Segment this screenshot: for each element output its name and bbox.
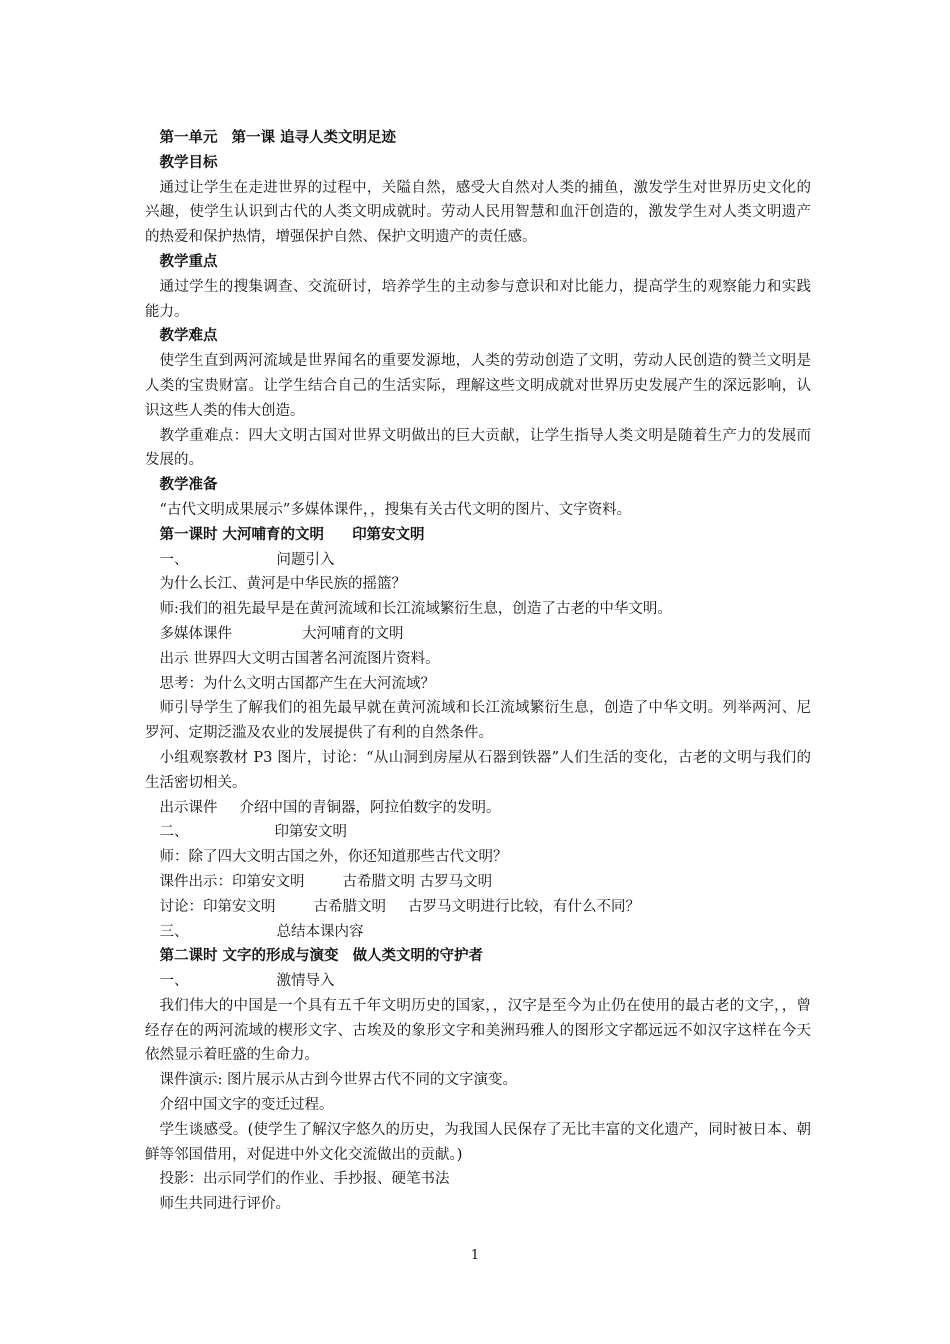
period1-section2: [145, 820, 811, 845]
feel-paragraph: 学生谈感受。(使学生了解汉字悠久的历史，为我国人民保存了无比丰富的文化遗产，同时被日本、朝鲜等邻国借用，对促进中外文化交流做出的贡献。): [145, 1121, 811, 1163]
document-body: [145, 126, 811, 1217]
discussion-a: 讨论：印第安文明: [159, 898, 276, 915]
courseware-show-b: 古希腊文明 古罗马文明: [342, 873, 493, 890]
preparation-heading: 教学准备: [159, 476, 218, 494]
media-label: 多媒体课件: [159, 625, 232, 642]
difficulties-heading: 教学难点: [159, 327, 218, 345]
key-difficulties-text: 教学重难点：四大文明古国对世界文明做出的巨大贡献，让学生指导人类文明是随着生产力的发展而发展的。: [145, 427, 811, 469]
key-points-text: 通过学生的搜集调查、交流研讨，培养学生的主动参与意识和对比能力，提高学生的观察能力和实践能力。: [145, 278, 811, 320]
preparation-text: “古代文明成果展示”多媒体课件，，搜集有关古代文明的图片、文字资料。: [159, 501, 632, 518]
intro-paragraph: 我们伟大的中国是一个具有五千年文明历史的国家，，汉字是至今为止仍在使用的最古老的文字，，曾经存在的两河流域的楔形文字、古埃及的象形文字和美洲玛雅人的图形文字都远远不如汉字这样在今天依然显示着旺盛的生命力。: [145, 997, 811, 1064]
evaluation-line: 师生共同进行评价。: [159, 1196, 290, 1213]
teacher-line: 师:我们的祖先最早是在黄河流域和长江流域繁衍生息，创造了古老的中华文明。: [159, 601, 672, 618]
difficulties-text: 使学生直到两河流域是世界闻名的重要发源地，人类的劳动创造了文明，劳动人民创造的赞兰文明是人类的宝贵财富。让学生结合自己的生活实际，理解这些文明成就对世界历史发展产生的深远影响，认识这些人类的伟大创造。: [145, 353, 811, 419]
section-number: 二、: [159, 824, 189, 841]
objectives-text: 通过让学生在走进世界的过程中，关隘自然，感受大自然对人类的捕鱼，激发学生对世界历史文化的兴趣，使学生认识到古代的人类文明成就时。劳动人民用智慧和血汗创造的，激发学生对人类文明遗产的热爱和保护热情，增强保护自然、保护文明遗产的责任感。: [145, 179, 811, 246]
show-line: 出示 世界四大文明古国著名河流图片资料。: [159, 650, 440, 667]
section-number: 一、: [159, 551, 189, 568]
courseware-show-line: [145, 870, 811, 895]
history-line: 介绍中国文字的变迁过程。: [159, 1097, 334, 1114]
objectives-heading: 教学目标: [159, 153, 218, 171]
courseware-line: [145, 796, 811, 821]
period2-title: [145, 944, 811, 969]
discussion-line: [145, 895, 811, 920]
question-line: 为什么长江、黄河是中华民族的摇篮？: [159, 576, 406, 593]
projection-line: 投影：出示同学们的作业、手抄报、硬笔书法: [159, 1171, 450, 1188]
teacher-question-line: 师：除了四大文明古国之外，你还知道那些古代文明？: [159, 849, 508, 866]
section-title: 印第安文明: [274, 824, 347, 841]
period1-section3: [145, 920, 811, 945]
section-number: 一、: [159, 973, 189, 990]
period1-title-sub: 印第安文明: [352, 525, 425, 543]
courseware-show-a: 课件出示：印第安文明: [159, 873, 305, 890]
media-title: 大河哺育的文明: [302, 625, 404, 642]
section-title: 总结本课内容: [276, 923, 364, 940]
section-title: 问题引入: [276, 551, 335, 568]
page-number: 1: [470, 1248, 480, 1263]
period1-title: [145, 523, 811, 548]
media-line: [145, 622, 811, 647]
key-points-heading: 教学重点: [159, 252, 218, 270]
section-title: 激情导入: [276, 973, 335, 990]
think-line: 思考：为什么文明古国都产生在大河流域？: [159, 675, 435, 692]
discussion-c: 古罗马文明进行比较，有什么不同？: [408, 898, 640, 915]
lesson-topic: 追寻人类文明足迹: [280, 129, 397, 146]
lesson-label: 第一课: [231, 129, 275, 146]
lesson-title: [145, 126, 811, 151]
section-number: 三、: [159, 923, 189, 940]
unit-label: 第一单元: [159, 129, 218, 146]
courseware-content: 介绍中国的青铜器，阿拉伯数字的发明。: [239, 799, 501, 816]
guide-paragraph: 师引导学生了解我们的祖先最早就在黄河流域和长江流域繁衍生息，创造了中华文明。列举两河、尼罗河、定期泛滥及农业的发展提供了有利的自然条件。: [145, 700, 811, 742]
period2-title-main: 第二课时 文字的形成与演变: [159, 947, 339, 965]
period1-title-main: 第一课时 大河哺育的文明: [159, 525, 325, 543]
discussion-b: 古希腊文明: [313, 898, 386, 915]
demo-line: 课件演示: 图片展示从古到今世界古代不同的文字演变。: [159, 1072, 517, 1089]
courseware-label: 出示课件: [159, 799, 218, 816]
period2-section1: [145, 969, 811, 994]
period2-title-sub: 做人类文明的守护者: [352, 947, 484, 965]
period1-section1: [145, 548, 811, 573]
group-paragraph: 小组观察教材 P3 图片，讨论：“从山洞到房屋从石器到铁器”人们生活的变化，古老的文明与我们的生活密切相关。: [145, 749, 811, 791]
